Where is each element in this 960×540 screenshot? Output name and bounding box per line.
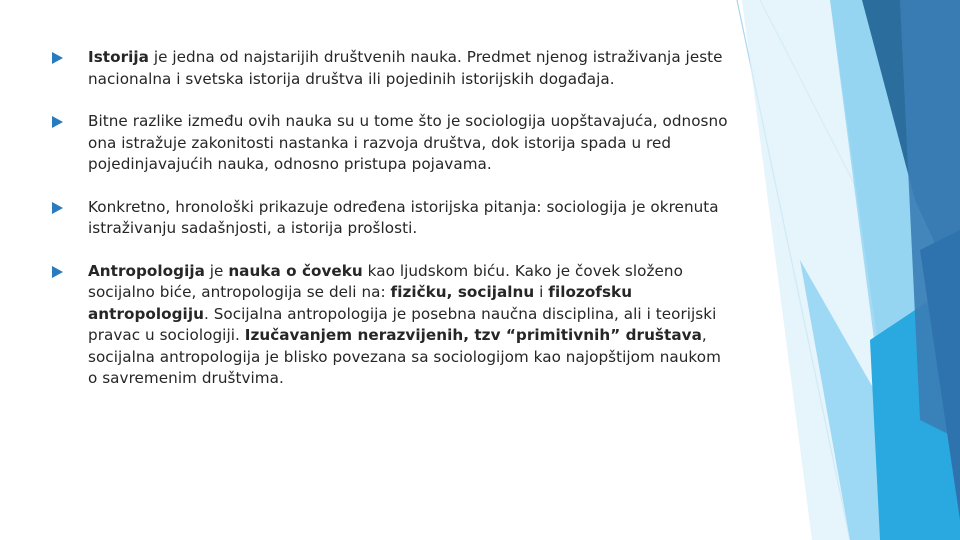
bullet-arrow-icon	[52, 116, 63, 128]
bullet-arrow-icon	[52, 52, 63, 64]
text-run: je	[204, 261, 229, 280]
text-run: . Socijalna antropologija je posebna naučna disciplina, ali i teorijski pravac u sociologiji.	[88, 304, 717, 344]
text-run: Konkretno, hronološki prikazuje određena istorijska pitanja: sociologija je okrenuta istraživanju sadašnjosti, a istorija prošlosti.	[88, 197, 719, 237]
bullet-text	[88, 48, 723, 88]
bold-term: Izučavanjem nerazvijenih, tzv “primitivnih” društava	[244, 326, 702, 344]
text-run: kao ljudskom biću. Kako je čovek složeno socijalno biće, antropologija se deli na:	[88, 261, 683, 301]
bold-term: nauka o čoveku	[228, 261, 363, 280]
bullet-item-razlike	[52, 111, 732, 176]
bullet-item-antropologija	[52, 261, 732, 390]
bullet-text	[88, 112, 728, 173]
bullet-item-konkretno	[52, 197, 732, 240]
bold-term: Istorija	[88, 48, 149, 66]
bullet-arrow-icon	[52, 266, 63, 278]
text-run: je jedna od najstarijih društvenih nauka. Predmet njenog istraživanja jeste nacionalna i svetska istorija društva ili pojedinih istorijskih događaja.	[88, 48, 723, 88]
bold-term: Antropologija	[88, 261, 205, 280]
bullet-item-istorija	[52, 47, 732, 90]
bullet-arrow-icon	[52, 202, 63, 214]
text-run: i	[534, 283, 549, 301]
bold-term: filozofsku antropologiju	[88, 283, 633, 323]
text-run: Bitne razlike između ovih nauka su u tome što je sociologija uopštavajuća, odnosno ona istražuje zakonitosti nastanka i razvoja društva, dok istorija spada u red pojedinjavajućih nauka, odnosno pristupa pojavama.	[88, 112, 728, 173]
text-run: , socijalna antropologija je blisko povezana sa sociologijom kao najopštijom naukom o savremenim društvima.	[88, 326, 721, 387]
bullet-text	[88, 262, 721, 388]
bold-term: fizičku, socijalnu	[390, 283, 535, 301]
bullet-list	[52, 47, 732, 411]
bullet-text	[88, 198, 719, 238]
